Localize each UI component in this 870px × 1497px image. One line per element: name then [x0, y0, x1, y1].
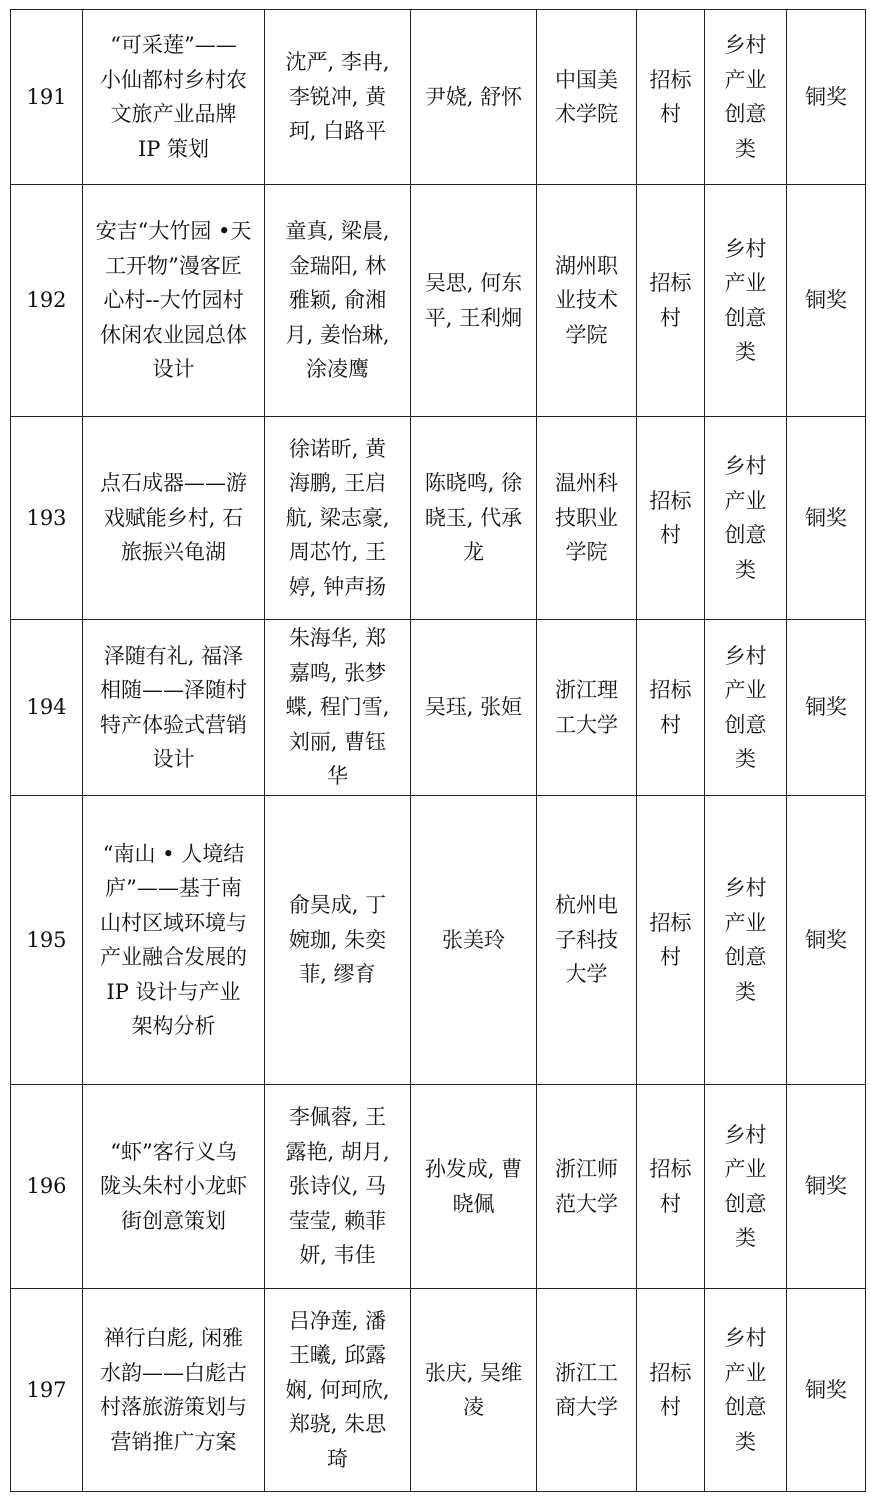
category: 乡村 产业 创意 类 [705, 417, 787, 620]
team-members: 徐诺昕, 黄 海鹏, 王启 航, 梁志豪, 周芯竹, 王 婷, 钟声扬 [265, 417, 411, 620]
award-list-table [10, 9, 866, 1492]
category: 乡村 产业 创意 类 [705, 1085, 787, 1289]
village-type: 招标 村 [637, 1085, 705, 1289]
advisors: 尹娆, 舒怀 [411, 10, 537, 185]
table-row [11, 1289, 866, 1492]
team-members: 沈严, 李冉, 李锐冲, 黄 珂, 白路平 [265, 10, 411, 185]
entry-number: 196 [11, 1085, 83, 1289]
school-name: 杭州电 子科技 大学 [537, 796, 637, 1085]
project-title: “可采莲”—— 小仙都村乡村农 文旅产业品牌 IP 策划 [83, 10, 265, 185]
category: 乡村 产业 创意 类 [705, 796, 787, 1085]
advisors: 吴珏, 张姮 [411, 620, 537, 796]
advisors: 张美玲 [411, 796, 537, 1085]
entry-number: 197 [11, 1289, 83, 1492]
team-members: 俞昊成, 丁 婉珈, 朱奕 菲, 缪育 [265, 796, 411, 1085]
project-title: “虾”客行义乌 陇头朱村小龙虾 街创意策划 [83, 1085, 265, 1289]
category: 乡村 产业 创意 类 [705, 185, 787, 417]
table-row [11, 796, 866, 1085]
village-type: 招标 村 [637, 1289, 705, 1492]
entry-number: 192 [11, 185, 83, 417]
table-row [11, 10, 866, 185]
school-name: 湖州职 业技术 学院 [537, 185, 637, 417]
award-level: 铜奖 [787, 796, 866, 1085]
category: 乡村 产业 创意 类 [705, 10, 787, 185]
entry-number: 193 [11, 417, 83, 620]
award-level: 铜奖 [787, 1289, 866, 1492]
school-name: 中国美 术学院 [537, 10, 637, 185]
village-type: 招标 村 [637, 620, 705, 796]
award-level: 铜奖 [787, 620, 866, 796]
project-title: “南山 • 人境结 庐”——基于南 山村区域环境与 产业融合发展的 IP 设计与产业 架构分析 [83, 796, 265, 1085]
advisors: 孙发成, 曹 晓佩 [411, 1085, 537, 1289]
school-name: 浙江理 工大学 [537, 620, 637, 796]
category: 乡村 产业 创意 类 [705, 620, 787, 796]
award-level: 铜奖 [787, 417, 866, 620]
village-type: 招标 村 [637, 10, 705, 185]
project-title: 安吉“大竹园 •天 工开物”漫客匠 心村--大竹园村 休闲农业园总体 设计 [83, 185, 265, 417]
award-level: 铜奖 [787, 185, 866, 417]
project-title: 泽随有礼, 福泽 相随——泽随村 特产体验式营销 设计 [83, 620, 265, 796]
advisors: 张庆, 吴维 凌 [411, 1289, 537, 1492]
team-members: 吕净莲, 潘 王曦, 邱露 娴, 何珂欣, 郑骁, 朱思 琦 [265, 1289, 411, 1492]
category: 乡村 产业 创意 类 [705, 1289, 787, 1492]
school-name: 浙江工 商大学 [537, 1289, 637, 1492]
table-row [11, 417, 866, 620]
table-row [11, 185, 866, 417]
village-type: 招标 村 [637, 417, 705, 620]
project-title: 禅行白彪, 闲雅 水韵——白彪古 村落旅游策划与 营销推广方案 [83, 1289, 265, 1492]
team-members: 朱海华, 郑 嘉鸣, 张梦 蝶, 程门雪, 刘丽, 曹钰 华 [265, 620, 411, 796]
entry-number: 194 [11, 620, 83, 796]
school-name: 温州科 技职业 学院 [537, 417, 637, 620]
advisors: 陈晓鸣, 徐 晓玉, 代承 龙 [411, 417, 537, 620]
team-members: 李佩蓉, 王 露艳, 胡月, 张诗仪, 马 莹莹, 赖菲 妍, 韦佳 [265, 1085, 411, 1289]
table-row [11, 620, 866, 796]
project-title: 点石成器——游 戏赋能乡村, 石 旅振兴龟湖 [83, 417, 265, 620]
team-members: 童真, 梁晨, 金瑞阳, 林 雅颖, 俞湘 月, 姜怡琳, 涂凌鹰 [265, 185, 411, 417]
village-type: 招标 村 [637, 185, 705, 417]
entry-number: 195 [11, 796, 83, 1085]
table-row [11, 1085, 866, 1289]
advisors: 吴思, 何东 平, 王利炯 [411, 185, 537, 417]
award-level: 铜奖 [787, 1085, 866, 1289]
village-type: 招标 村 [637, 796, 705, 1085]
award-level: 铜奖 [787, 10, 866, 185]
school-name: 浙江师 范大学 [537, 1085, 637, 1289]
entry-number: 191 [11, 10, 83, 185]
